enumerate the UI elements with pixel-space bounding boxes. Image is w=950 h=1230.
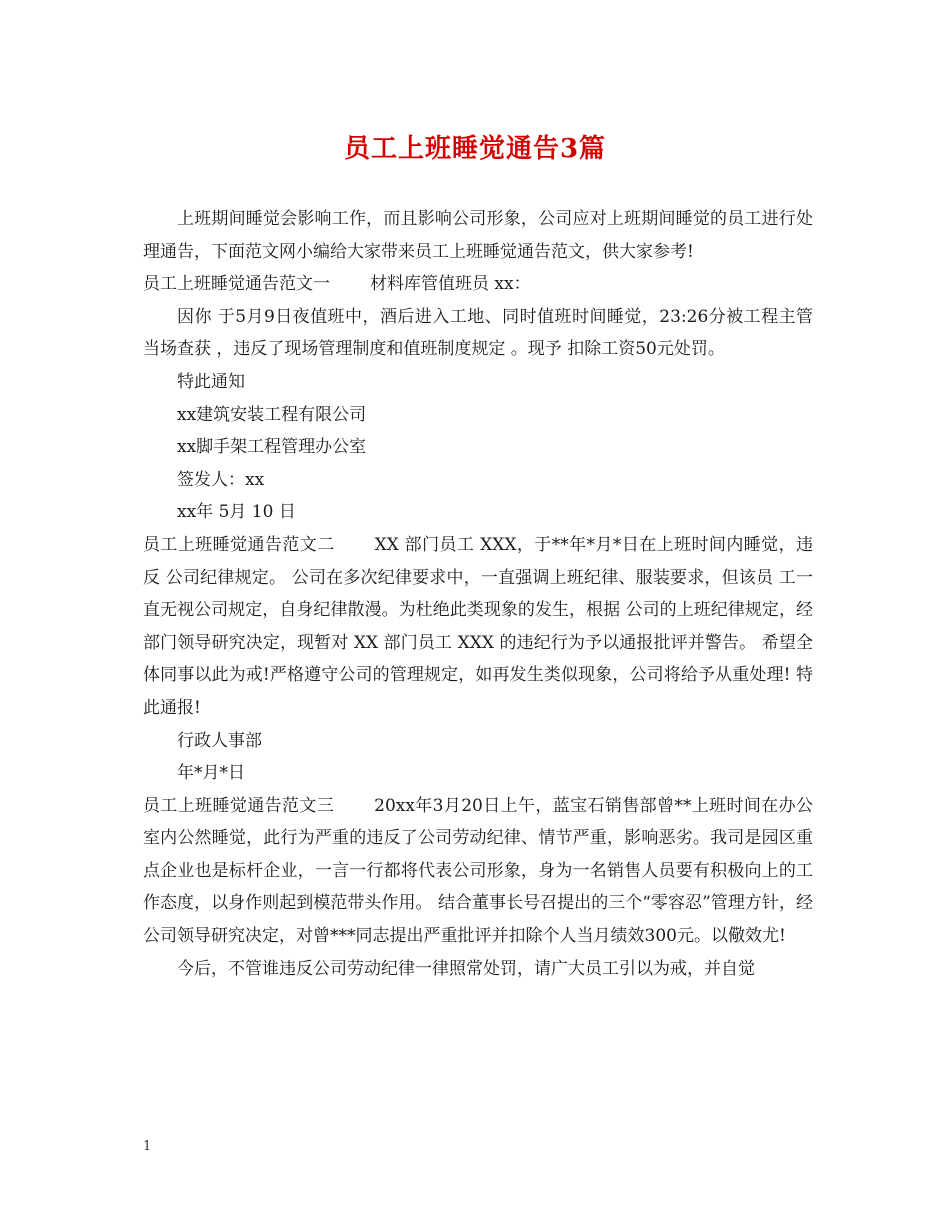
section-3-paragraph bbox=[143, 790, 813, 953]
section-1-heading-line bbox=[143, 268, 813, 301]
section-3-body: 20xx年3月20日上午，蓝宝石销售部曾**上班时间在办公室内公然睡觉，此行为严重的违反了公司劳动纪律、情节严重，影响恶劣。我司是园区重点企业也是标杆企业，一言一行都将代表公司形象，身为一名销售人员要有积极向上的工作态度，以身作则起到模范带头作用。 结合董事长号召提出的三个“零容忍”管理方针，经公司领导研究决定，对曾***同志提出严重批评并扣除个人当月绩效300元。以儆效尤! bbox=[143, 795, 813, 947]
section-1-signer: 签发人：xx bbox=[177, 469, 265, 490]
section-2-dept: 行政人事部 bbox=[177, 730, 262, 751]
intro-paragraph: 上班期间睡觉会影响工作，而且影响公司形象，公司应对上班期间睡觉的员工进行处理通告，下面范文网小编给大家带来员工上班睡觉通告范文，供大家参考! bbox=[143, 209, 813, 262]
section-1-heading: 员工上班睡觉通告范文一 bbox=[143, 274, 330, 295]
section-2-paragraph bbox=[143, 529, 813, 725]
page-number: 1 bbox=[143, 1139, 152, 1154]
section-2-date: 年*月*日 bbox=[177, 763, 245, 784]
section-1-date: xx年 5月 10 日 bbox=[177, 502, 296, 523]
section-2-body: XX 部门员工 XXX，于**年*月*日在上班时间内睡觉，违反 公司纪律规定。 公司在多次纪律要求中，一直强调上班纪律、服装要求，但该员 工一直无视公司规定，自身纪律散漫。为杜绝此类现象的发生，根据 公司的上班纪律规定，经部门领导研究决定，现暂对 XX 部门员工 XXX 的违纪行为予以通报批评并警告。 希望全体同事以此为戒!严格遵守公司的管理规定，如再发生类似现象，公司将给予从重处理! 特此通报! bbox=[143, 534, 814, 718]
section-2-heading: 员工上班睡觉通告范文二 bbox=[143, 534, 335, 555]
document-body bbox=[143, 203, 813, 985]
section-1-company: xx建筑安装工程有限公司 bbox=[177, 404, 367, 425]
section-1-body: 因你 于5月9日夜值班中，酒后进入工地、同时值班时间睡觉，23:26分被工程主管当场查获 ，违反了现场管理制度和值班制度规定 。现予 扣除工资50元处罚。 bbox=[143, 306, 813, 360]
section-1-office: xx脚手架工程管理办公室 bbox=[177, 437, 367, 458]
closing-paragraph: 今后，不管谁违反公司劳动纪律一律照常处罚，请广大员工引以为戒，并自觉 bbox=[177, 958, 755, 979]
section-1-notice: 特此通知 bbox=[177, 371, 245, 392]
document-title: 员工上班睡觉通告3篇 bbox=[343, 134, 607, 164]
section-1-lead: 材料库管值班员 xx： bbox=[370, 274, 531, 295]
section-3-heading: 员工上班睡觉通告范文三 bbox=[143, 795, 335, 816]
